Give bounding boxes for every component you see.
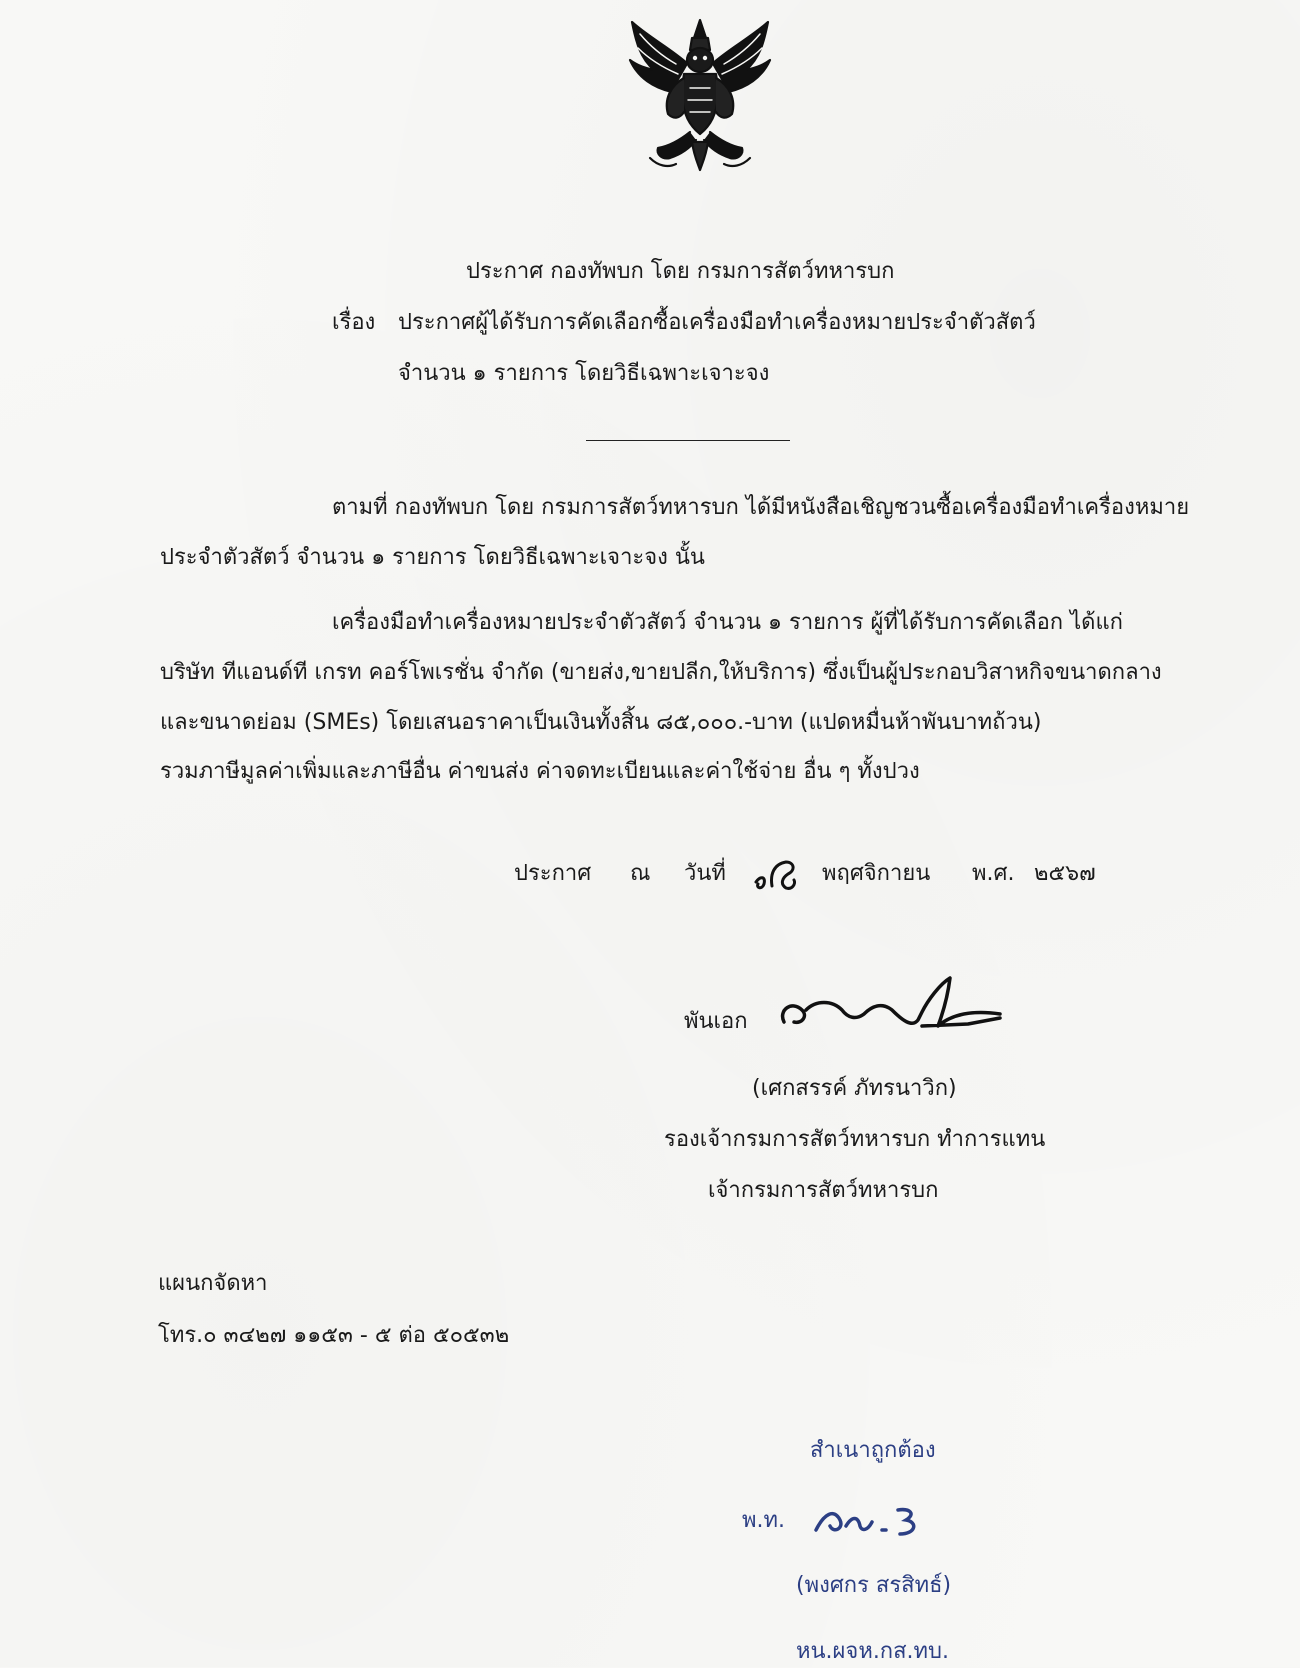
paragraph-2-line-4: รวมภาษีมูลค่าเพิ่มและภาษีอื่น ค่าขนส่ง ค่าจดทะเบียนและค่าใช้จ่าย อื่น ๆ ทั้งปวง	[160, 759, 920, 784]
subject-label: เรื่อง	[332, 310, 376, 335]
date-day-label: วันที่	[684, 861, 726, 886]
signatory-rank: พันเอก	[684, 1009, 748, 1034]
paragraph-2-line-1: เครื่องมือทำเครื่องหมายประจำตัวสัตว์ จำนวน ๑ รายการ ผู้ที่ได้รับการคัดเลือก ได้แก่	[332, 610, 1123, 635]
signature-image	[772, 970, 1012, 1050]
date-prefix: ประกาศ	[514, 861, 592, 886]
paragraph-2-line-3: และขนาดย่อม (SMEs) โดยเสนอราคาเป็นเงินทั้งสิ้น ๘๕,๐๐๐.-บาท (แปดหมื่นห้าพันบาทถ้วน)	[160, 710, 1042, 735]
date-month: พฤศจิกายน	[822, 861, 931, 886]
date-at: ณ	[630, 861, 651, 886]
certified-name: (พงศกร สรสิทธ์)	[796, 1573, 952, 1598]
certified-rank: พ.ท.	[742, 1508, 785, 1533]
divider	[586, 440, 790, 441]
announcement-title: ประกาศ กองทัพบก โดย กรมการสัตว์ทหารบก	[466, 259, 895, 284]
certified-copy-label: สำเนาถูกต้อง	[810, 1438, 936, 1463]
paragraph-2-line-2: บริษัท ทีแอนด์ที เกรท คอร์โพเรชั่น จำกัด (ขายส่ง,ขายปลีก,ให้บริการ) ซึ่งเป็นผู้ประกอบวิสาหกิจขนาดกลาง	[160, 660, 1162, 685]
handwritten-day	[752, 854, 802, 896]
subject-line-1: ประกาศผู้ได้รับการคัดเลือกซื้อเครื่องมือทำเครื่องหมายประจำตัวสัตว์	[398, 310, 1036, 335]
certified-signature-image	[810, 1500, 930, 1544]
paragraph-1-line-2: ประจำตัวสัตว์ จำนวน ๑ รายการ โดยวิธีเฉพาะเจาะจง นั้น	[160, 545, 705, 570]
signatory-position-line-2: เจ้ากรมการสัตว์ทหารบก	[708, 1178, 939, 1203]
date-year: ๒๕๖๗	[1034, 861, 1096, 886]
certified-position: หน.ผจห.กส.ทบ.	[796, 1639, 950, 1664]
signatory-name: (เศกสรรค์ ภัทรนาวิก)	[752, 1076, 957, 1101]
contact-phone: โทร.๐ ๓๔๒๗ ๑๑๕๓ - ๕ ต่อ ๕๐๕๓๒	[158, 1323, 510, 1348]
paragraph-1-line-1: ตามที่ กองทัพบก โดย กรมการสัตว์ทหารบก ได้มีหนังสือเชิญชวนซื้อเครื่องมือทำเครื่องหมาย	[332, 495, 1190, 520]
contact-department: แผนกจัดหา	[158, 1271, 268, 1296]
signatory-position-line-1: รองเจ้ากรมการสัตว์ทหารบก ทำการแทน	[664, 1127, 1046, 1152]
date-year-label: พ.ศ.	[972, 861, 1015, 886]
garuda-emblem-icon	[610, 8, 790, 188]
subject-line-2: จำนวน ๑ รายการ โดยวิธีเฉพาะเจาะจง	[398, 361, 770, 386]
